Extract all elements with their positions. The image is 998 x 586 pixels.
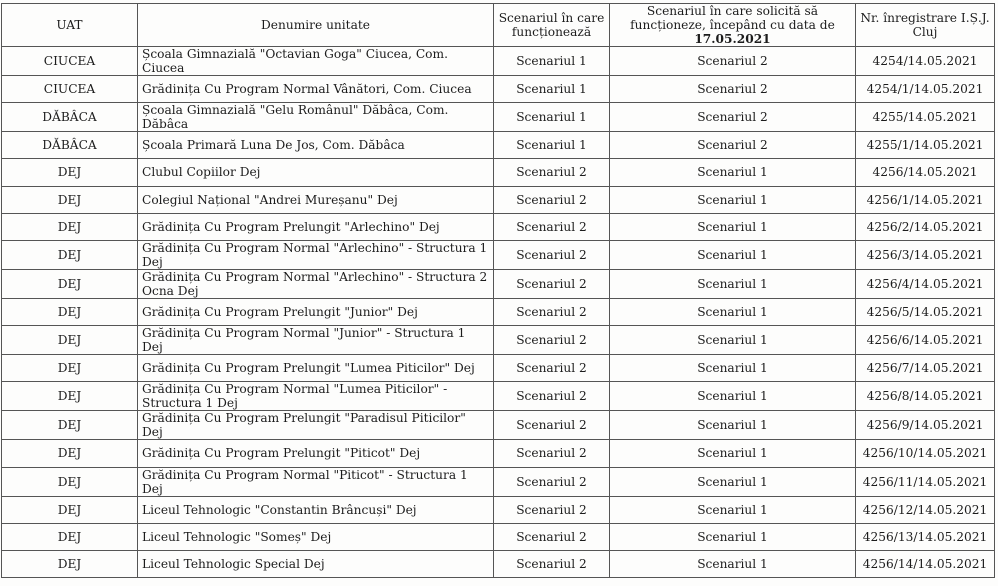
scenario-table — [1, 3, 995, 578]
uat-cell: DEJ — [2, 213, 138, 240]
current-scenario-cell: Scenariul 2 — [494, 213, 610, 240]
current-scenario-cell: Scenariul 2 — [494, 382, 610, 411]
requested-scenario-cell: Scenariul 2 — [610, 132, 856, 159]
current-scenario-cell: Scenariul 2 — [494, 411, 610, 440]
uat-cell: DEJ — [2, 523, 138, 550]
table-body — [2, 47, 995, 578]
unit-name-cell: Școala Gimnazială "Octavian Goga" Ciucea, Com. Ciucea — [138, 47, 494, 76]
table-row — [2, 159, 995, 186]
requested-scenario-cell: Scenariul 1 — [610, 269, 856, 298]
table-row — [2, 186, 995, 213]
registration-number-cell: 4256/4/14.05.2021 — [856, 269, 995, 298]
table-row — [2, 213, 995, 240]
header-unit-name: Denumire unitate — [138, 4, 494, 47]
requested-scenario-cell: Scenariul 1 — [610, 326, 856, 355]
table-row — [2, 103, 995, 132]
current-scenario-cell: Scenariul 1 — [494, 103, 610, 132]
unit-name-cell: Grădinița Cu Program Normal "Arlechino" - Structura 2 Ocna Dej — [138, 269, 494, 298]
requested-scenario-cell: Scenariul 1 — [610, 240, 856, 269]
registration-number-cell: 4256/6/14.05.2021 — [856, 326, 995, 355]
current-scenario-cell: Scenariul 2 — [494, 240, 610, 269]
unit-name-cell: Grădinița Cu Program Prelungit "Piticot" Dej — [138, 440, 494, 467]
requested-scenario-cell: Scenariul 1 — [610, 440, 856, 467]
registration-number-cell: 4256/10/14.05.2021 — [856, 440, 995, 467]
requested-scenario-cell: Scenariul 1 — [610, 355, 856, 382]
registration-number-cell: 4254/1/14.05.2021 — [856, 76, 995, 103]
registration-number-cell: 4255/1/14.05.2021 — [856, 132, 995, 159]
registration-number-cell: 4256/1/14.05.2021 — [856, 186, 995, 213]
unit-name-cell: Grădinița Cu Program Prelungit "Paradisul Piticilor" Dej — [138, 411, 494, 440]
uat-cell: DĂBÂCA — [2, 103, 138, 132]
registration-number-cell: 4256/2/14.05.2021 — [856, 213, 995, 240]
requested-scenario-cell: Scenariul 1 — [610, 496, 856, 523]
uat-cell: DEJ — [2, 298, 138, 325]
requested-scenario-cell: Scenariul 2 — [610, 103, 856, 132]
requested-scenario-cell: Scenariul 1 — [610, 213, 856, 240]
unit-name-cell: Liceul Tehnologic Special Dej — [138, 550, 494, 577]
unit-name-cell: Școala Gimnazială "Gelu Românul" Dăbâca, Com. Dăbâca — [138, 103, 494, 132]
registration-number-cell: 4256/3/14.05.2021 — [856, 240, 995, 269]
uat-cell: DEJ — [2, 440, 138, 467]
header-requested-scenario — [610, 4, 856, 47]
header-current-scenario: Scenariul în care funcționează — [494, 4, 610, 47]
table-row — [2, 47, 995, 76]
uat-cell: DEJ — [2, 326, 138, 355]
registration-number-cell: 4256/7/14.05.2021 — [856, 355, 995, 382]
registration-number-cell: 4254/14.05.2021 — [856, 47, 995, 76]
current-scenario-cell: Scenariul 2 — [494, 355, 610, 382]
current-scenario-cell: Scenariul 1 — [494, 76, 610, 103]
table-row — [2, 523, 995, 550]
current-scenario-cell: Scenariul 1 — [494, 47, 610, 76]
requested-scenario-cell: Scenariul 2 — [610, 47, 856, 76]
current-scenario-cell: Scenariul 2 — [494, 496, 610, 523]
table-row — [2, 326, 995, 355]
unit-name-cell: Grădinița Cu Program Normal "Junior" - Structura 1 Dej — [138, 326, 494, 355]
unit-name-cell: Liceul Tehnologic "Someș" Dej — [138, 523, 494, 550]
table-row — [2, 440, 995, 467]
current-scenario-cell: Scenariul 2 — [494, 298, 610, 325]
table-row — [2, 132, 995, 159]
requested-scenario-cell: Scenariul 1 — [610, 467, 856, 496]
requested-scenario-cell: Scenariul 1 — [610, 382, 856, 411]
requested-scenario-cell: Scenariul 1 — [610, 411, 856, 440]
uat-cell: DEJ — [2, 496, 138, 523]
requested-scenario-cell: Scenariul 1 — [610, 523, 856, 550]
unit-name-cell: Grădinița Cu Program Normal "Arlechino" - Structura 1 Dej — [138, 240, 494, 269]
registration-number-cell: 4256/11/14.05.2021 — [856, 467, 995, 496]
requested-scenario-cell: Scenariul 1 — [610, 550, 856, 577]
registration-number-cell: 4256/12/14.05.2021 — [856, 496, 995, 523]
uat-cell: DEJ — [2, 240, 138, 269]
unit-name-cell: Clubul Copiilor Dej — [138, 159, 494, 186]
table-row — [2, 382, 995, 411]
unit-name-cell: Grădinița Cu Program Normal "Piticot" - Structura 1 Dej — [138, 467, 494, 496]
registration-number-cell: 4256/5/14.05.2021 — [856, 298, 995, 325]
requested-scenario-cell: Scenariul 2 — [610, 76, 856, 103]
current-scenario-cell: Scenariul 1 — [494, 132, 610, 159]
registration-number-cell: 4256/14/14.05.2021 — [856, 550, 995, 577]
table-row — [2, 496, 995, 523]
current-scenario-cell: Scenariul 2 — [494, 159, 610, 186]
table-row — [2, 76, 995, 103]
registration-number-cell: 4256/9/14.05.2021 — [856, 411, 995, 440]
unit-name-cell: Grădinița Cu Program Prelungit "Lumea Piticilor" Dej — [138, 355, 494, 382]
uat-cell: DĂBÂCA — [2, 132, 138, 159]
uat-cell: DEJ — [2, 186, 138, 213]
uat-cell: DEJ — [2, 382, 138, 411]
uat-cell: DEJ — [2, 411, 138, 440]
table-row — [2, 550, 995, 577]
table-row — [2, 411, 995, 440]
registration-number-cell: 4256/13/14.05.2021 — [856, 523, 995, 550]
registration-number-cell: 4255/14.05.2021 — [856, 103, 995, 132]
requested-scenario-cell: Scenariul 1 — [610, 159, 856, 186]
current-scenario-cell: Scenariul 2 — [494, 523, 610, 550]
uat-cell: DEJ — [2, 159, 138, 186]
header-registration-number: Nr. înregistrare I.Ș.J. Cluj — [856, 4, 995, 47]
current-scenario-cell: Scenariul 2 — [494, 550, 610, 577]
uat-cell: DEJ — [2, 269, 138, 298]
registration-number-cell: 4256/14.05.2021 — [856, 159, 995, 186]
registration-number-cell: 4256/8/14.05.2021 — [856, 382, 995, 411]
unit-name-cell: Grădinița Cu Program Normal Vânători, Com. Ciucea — [138, 76, 494, 103]
table-row — [2, 240, 995, 269]
unit-name-cell: Liceul Tehnologic "Constantin Brâncuși" Dej — [138, 496, 494, 523]
current-scenario-cell: Scenariul 2 — [494, 440, 610, 467]
table-row — [2, 467, 995, 496]
table-row — [2, 355, 995, 382]
requested-scenario-cell: Scenariul 1 — [610, 186, 856, 213]
uat-cell: CIUCEA — [2, 76, 138, 103]
uat-cell: DEJ — [2, 355, 138, 382]
header-row — [2, 4, 995, 47]
requested-scenario-cell: Scenariul 1 — [610, 298, 856, 325]
unit-name-cell: Grădinița Cu Program Prelungit "Arlechino" Dej — [138, 213, 494, 240]
unit-name-cell: Școala Primară Luna De Jos, Com. Dăbâca — [138, 132, 494, 159]
unit-name-cell: Grădinița Cu Program Prelungit "Junior" Dej — [138, 298, 494, 325]
uat-cell: CIUCEA — [2, 47, 138, 76]
header-uat: UAT — [2, 4, 138, 47]
uat-cell: DEJ — [2, 467, 138, 496]
current-scenario-cell: Scenariul 2 — [494, 326, 610, 355]
current-scenario-cell: Scenariul 2 — [494, 186, 610, 213]
unit-name-cell: Colegiul Național "Andrei Mureșanu" Dej — [138, 186, 494, 213]
header-requested-scenario-text: Scenariul în care solicită să funcționeze, începând cu data de — [630, 4, 835, 32]
current-scenario-cell: Scenariul 2 — [494, 467, 610, 496]
table-row — [2, 298, 995, 325]
header-requested-date: 17.05.2021 — [694, 32, 771, 46]
uat-cell: DEJ — [2, 550, 138, 577]
unit-name-cell: Grădinița Cu Program Normal "Lumea Piticilor" - Structura 1 Dej — [138, 382, 494, 411]
table-row — [2, 269, 995, 298]
current-scenario-cell: Scenariul 2 — [494, 269, 610, 298]
